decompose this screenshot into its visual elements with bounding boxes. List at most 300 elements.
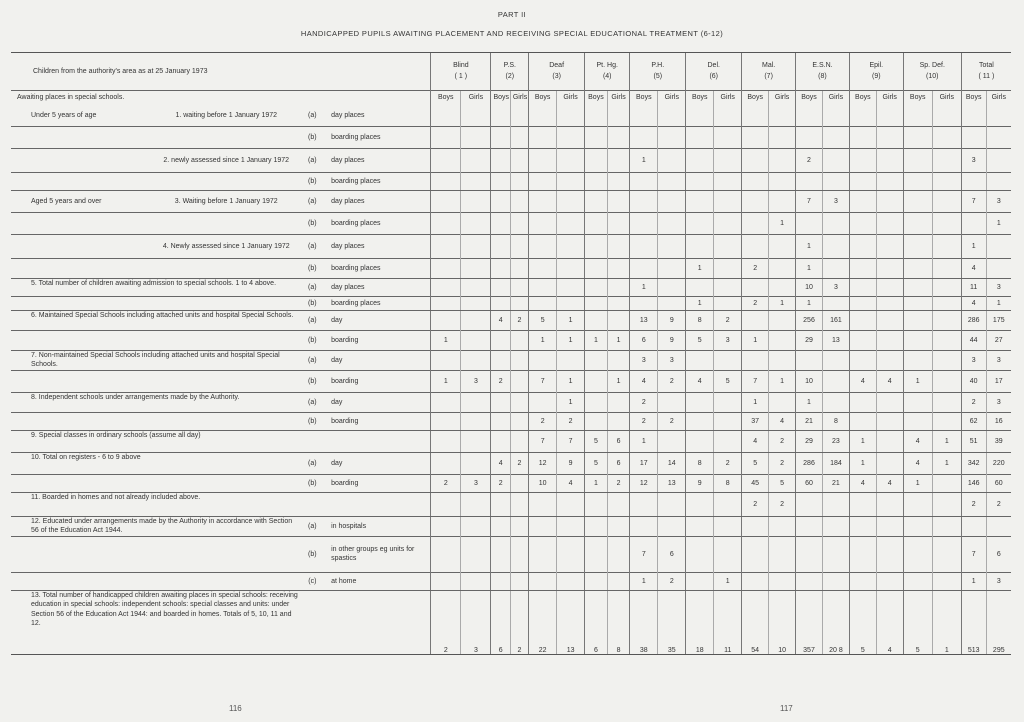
- girls-value: [822, 392, 849, 412]
- girls-value: [769, 191, 796, 213]
- girls-value: [769, 392, 796, 412]
- row-tag: (b): [302, 474, 324, 492]
- girls-value: [557, 191, 585, 213]
- category-name: Total: [979, 62, 994, 69]
- girls-value: [557, 492, 585, 516]
- boys-value: 5: [585, 452, 608, 474]
- row-description: [11, 412, 302, 430]
- girls-header: Girls: [932, 91, 961, 105]
- boys-value: [961, 213, 986, 235]
- boys-value: [849, 127, 876, 149]
- girls-value: [876, 297, 903, 311]
- girls-value: 2: [714, 452, 742, 474]
- girls-value: [510, 173, 528, 191]
- boys-value: [849, 235, 876, 259]
- boys-header: Boys: [961, 91, 986, 105]
- girls-value: [557, 297, 585, 311]
- girls-header: Girls: [822, 91, 849, 105]
- boys-value: 2: [431, 590, 461, 654]
- boys-value: [630, 191, 658, 213]
- category-header: [742, 53, 796, 91]
- boys-value: [686, 213, 714, 235]
- boys-value: [431, 259, 461, 279]
- girls-value: 1: [557, 392, 585, 412]
- row-tag: (b): [302, 297, 324, 311]
- boys-value: [585, 516, 608, 536]
- row-tag: (b): [302, 213, 324, 235]
- boys-value: [491, 105, 510, 127]
- header-row: [11, 53, 1011, 91]
- girls-value: [932, 259, 961, 279]
- girls-value: 175: [986, 311, 1011, 331]
- girls-value: 13: [557, 590, 585, 654]
- girls-value: [876, 516, 903, 536]
- girls-value: [714, 351, 742, 371]
- boys-value: [849, 149, 876, 173]
- boys-value: [686, 516, 714, 536]
- row-tag: (a): [302, 392, 324, 412]
- row-group: [11, 173, 151, 191]
- boys-value: 4: [961, 297, 986, 311]
- row-subitem: boarding places: [323, 173, 431, 191]
- girls-value: [822, 572, 849, 590]
- girls-value: [510, 259, 528, 279]
- boys-value: [903, 191, 932, 213]
- row-description: [11, 536, 302, 572]
- row-tag: (b): [302, 173, 324, 191]
- girls-value: [461, 235, 491, 259]
- table-row: [11, 351, 1011, 371]
- boys-header: Boys: [491, 91, 510, 105]
- girls-value: [876, 492, 903, 516]
- girls-value: 1: [932, 590, 961, 654]
- boys-value: [431, 492, 461, 516]
- row-subitem: day places: [323, 279, 431, 297]
- boys-value: 146: [961, 474, 986, 492]
- boys-value: 2: [491, 370, 510, 392]
- girls-value: 6: [658, 536, 686, 572]
- girls-value: [714, 259, 742, 279]
- boys-value: [585, 191, 608, 213]
- boys-value: 18: [686, 590, 714, 654]
- boys-value: [961, 127, 986, 149]
- girls-value: [658, 191, 686, 213]
- boys-value: 1: [585, 474, 608, 492]
- boys-value: 22: [529, 590, 557, 654]
- boys-value: [491, 235, 510, 259]
- girls-value: [932, 213, 961, 235]
- boys-value: [961, 105, 986, 127]
- girls-value: [932, 370, 961, 392]
- boys-header: Boys: [529, 91, 557, 105]
- girls-value: 6: [986, 536, 1011, 572]
- boys-value: [529, 516, 557, 536]
- boys-value: [903, 492, 932, 516]
- boys-value: 1: [796, 297, 823, 311]
- row-item: 1. waiting before 1 January 1972: [175, 111, 278, 119]
- boys-value: [491, 351, 510, 371]
- boys-value: 5: [686, 331, 714, 351]
- girls-value: [557, 235, 585, 259]
- boys-value: [630, 173, 658, 191]
- boys-value: [529, 173, 557, 191]
- boys-value: [491, 536, 510, 572]
- girls-value: 1: [986, 213, 1011, 235]
- girls-value: 2: [658, 412, 686, 430]
- category-name: Sp. Def.: [919, 62, 945, 69]
- row-subitem: boarding places: [323, 213, 431, 235]
- table-title: HANDICAPPED PUPILS AWAITING PLACEMENT AND RECEIVING SPECIAL EDUCATIONAL TREATMENT (6-12): [300, 29, 724, 38]
- boys-value: [903, 213, 932, 235]
- boys-value: 7: [796, 191, 823, 213]
- girls-value: 21: [822, 474, 849, 492]
- boys-value: 44: [961, 331, 986, 351]
- girls-value: [932, 474, 961, 492]
- girls-value: [510, 105, 528, 127]
- girls-value: [607, 392, 630, 412]
- category-header: [491, 53, 529, 91]
- girls-value: [607, 351, 630, 371]
- girls-value: [932, 572, 961, 590]
- boys-value: 51: [961, 430, 986, 452]
- row-description: [11, 297, 302, 311]
- girls-value: [461, 259, 491, 279]
- girls-value: [769, 331, 796, 351]
- girls-value: 161: [822, 311, 849, 331]
- row-tag: (a): [308, 111, 317, 119]
- boys-value: 4: [742, 430, 769, 452]
- boys-value: [742, 235, 769, 259]
- category-name: Blind: [453, 62, 469, 69]
- boys-value: 6: [585, 590, 608, 654]
- girls-value: 4: [557, 474, 585, 492]
- boys-value: [903, 279, 932, 297]
- boys-value: 4: [491, 452, 510, 474]
- boys-value: [742, 149, 769, 173]
- girls-value: [510, 149, 528, 173]
- boys-value: 1: [742, 331, 769, 351]
- row-subitem: day places: [331, 111, 365, 119]
- girls-value: [714, 516, 742, 536]
- boys-value: 513: [961, 590, 986, 654]
- table-row: [11, 279, 1011, 297]
- boys-value: [903, 149, 932, 173]
- girls-value: [769, 536, 796, 572]
- girls-value: [557, 105, 585, 127]
- row-item: [151, 213, 302, 235]
- boys-value: [796, 173, 823, 191]
- boys-value: 342: [961, 452, 986, 474]
- girls-value: 2: [510, 452, 528, 474]
- row-description: [11, 370, 302, 392]
- boys-value: [585, 311, 608, 331]
- girls-value: [510, 213, 528, 235]
- boys-value: [529, 259, 557, 279]
- boys-value: [686, 412, 714, 430]
- boys-value: [742, 351, 769, 371]
- girls-value: [714, 430, 742, 452]
- category-code: (2): [505, 72, 515, 80]
- girls-value: [932, 191, 961, 213]
- boys-value: [630, 297, 658, 311]
- row-description: [11, 572, 302, 590]
- girls-value: [510, 492, 528, 516]
- girls-value: [822, 105, 849, 127]
- boys-value: 3: [961, 351, 986, 371]
- girls-value: [714, 392, 742, 412]
- table-row: [11, 173, 1011, 191]
- row-subitem: day: [323, 311, 431, 331]
- boys-value: 45: [742, 474, 769, 492]
- boys-value: 62: [961, 412, 986, 430]
- row-subitem: day: [323, 392, 431, 412]
- boys-value: [491, 213, 510, 235]
- girls-value: [932, 492, 961, 516]
- boys-value: 29: [796, 331, 823, 351]
- girls-value: 2: [658, 572, 686, 590]
- boys-value: 7: [529, 370, 557, 392]
- row-tag: (a): [302, 149, 324, 173]
- girls-value: 4: [876, 370, 903, 392]
- row-tag: (a): [302, 351, 324, 371]
- boys-value: 5: [849, 590, 876, 654]
- category-header: [686, 53, 742, 91]
- boys-value: [686, 430, 714, 452]
- table-row: [11, 430, 1011, 452]
- girls-value: [557, 173, 585, 191]
- boys-value: 7: [961, 536, 986, 572]
- boys-value: [849, 516, 876, 536]
- boys-value: 2: [491, 474, 510, 492]
- boys-value: [849, 173, 876, 191]
- row-group: Under 5 years of age: [31, 111, 97, 119]
- girls-value: [607, 297, 630, 311]
- boys-value: [431, 279, 461, 297]
- girls-value: [607, 492, 630, 516]
- girls-value: 20 8: [822, 590, 849, 654]
- girls-value: [461, 392, 491, 412]
- girls-value: [607, 259, 630, 279]
- table-row: [11, 191, 1011, 213]
- boys-value: [742, 173, 769, 191]
- category-header: [796, 53, 850, 91]
- girls-value: 1: [557, 370, 585, 392]
- boys-value: [491, 572, 510, 590]
- girls-value: [510, 331, 528, 351]
- row-description: 6. Maintained Special Schools including attached units and hospital Special Schools.: [11, 311, 302, 331]
- girls-value: [607, 105, 630, 127]
- row-subitem: day places: [323, 235, 431, 259]
- boys-value: 1: [630, 572, 658, 590]
- category-code: (9): [872, 72, 881, 80]
- category-header: [961, 53, 1011, 91]
- girls-value: [822, 235, 849, 259]
- girls-value: [461, 572, 491, 590]
- row-item: [151, 259, 302, 279]
- girls-value: [714, 173, 742, 191]
- girls-value: [876, 279, 903, 297]
- girls-value: 23: [822, 430, 849, 452]
- girls-header: Girls: [876, 91, 903, 105]
- girls-value: 3: [986, 191, 1011, 213]
- girls-value: 11: [714, 590, 742, 654]
- girls-value: [607, 279, 630, 297]
- boys-value: [585, 412, 608, 430]
- boys-value: [796, 516, 823, 536]
- table-row: [11, 536, 1011, 572]
- girls-value: [769, 235, 796, 259]
- row-description: 5. Total number of children awaiting admission to special schools. 1 to 4 above.: [11, 279, 302, 297]
- boys-value: [742, 536, 769, 572]
- boys-value: [585, 259, 608, 279]
- boys-value: [742, 516, 769, 536]
- girls-value: [510, 370, 528, 392]
- girls-value: 5: [714, 370, 742, 392]
- boys-value: [585, 492, 608, 516]
- boys-value: [491, 430, 510, 452]
- girls-value: 2: [769, 430, 796, 452]
- girls-value: [658, 516, 686, 536]
- boys-value: 40: [961, 370, 986, 392]
- girls-value: [557, 572, 585, 590]
- boys-value: 1: [686, 297, 714, 311]
- girls-value: [876, 412, 903, 430]
- girls-value: 2: [510, 311, 528, 331]
- boys-value: [686, 173, 714, 191]
- row-description: 12. Educated under arrangements made by the Authority in accordance with Section 56 of the Education Act 1944.: [11, 516, 302, 536]
- boys-value: 1: [961, 572, 986, 590]
- girls-value: 14: [658, 452, 686, 474]
- category-name: Deaf: [549, 62, 565, 69]
- boys-value: 29: [796, 430, 823, 452]
- girls-value: [822, 259, 849, 279]
- girls-value: [461, 127, 491, 149]
- girls-value: [876, 105, 903, 127]
- girls-value: [510, 536, 528, 572]
- category-header: [585, 53, 630, 91]
- boys-value: [491, 492, 510, 516]
- boys-value: [849, 311, 876, 331]
- boys-value: 4: [903, 452, 932, 474]
- boys-value: [491, 173, 510, 191]
- boys-value: 1: [585, 331, 608, 351]
- girls-value: 3: [986, 392, 1011, 412]
- boys-value: 2: [961, 492, 986, 516]
- boys-value: [849, 392, 876, 412]
- boys-value: 4: [903, 430, 932, 452]
- girls-value: [986, 516, 1011, 536]
- girls-value: 6: [607, 452, 630, 474]
- boys-value: 2: [742, 259, 769, 279]
- row-tag: [302, 590, 324, 654]
- girls-value: [822, 492, 849, 516]
- boys-value: [849, 351, 876, 371]
- girls-value: [822, 127, 849, 149]
- boys-value: 1: [903, 474, 932, 492]
- table-row: [11, 311, 1011, 331]
- girls-value: [714, 213, 742, 235]
- row-subitem: boarding: [323, 370, 431, 392]
- boys-value: [849, 279, 876, 297]
- girls-value: 2: [714, 311, 742, 331]
- table-row: [11, 392, 1011, 412]
- girls-value: 8: [822, 412, 849, 430]
- girls-value: [714, 536, 742, 572]
- girls-value: [876, 173, 903, 191]
- row-subitem: in hospitals: [323, 516, 431, 536]
- boys-value: [431, 311, 461, 331]
- category-header: [849, 53, 903, 91]
- boys-value: [796, 351, 823, 371]
- boys-value: 2: [529, 412, 557, 430]
- girls-value: [510, 430, 528, 452]
- girls-value: [986, 259, 1011, 279]
- boys-value: [585, 392, 608, 412]
- boys-header: Boys: [431, 91, 461, 105]
- boys-value: 286: [796, 452, 823, 474]
- boys-value: [431, 127, 461, 149]
- girls-value: [607, 536, 630, 572]
- girls-value: [822, 516, 849, 536]
- boys-value: [585, 370, 608, 392]
- boys-value: [431, 392, 461, 412]
- boys-value: [903, 311, 932, 331]
- boys-value: [585, 127, 608, 149]
- girls-value: [876, 392, 903, 412]
- boys-value: 2: [431, 474, 461, 492]
- girls-value: [769, 516, 796, 536]
- category-code: (8): [818, 72, 827, 80]
- boys-header: Boys: [742, 91, 769, 105]
- girls-value: 17: [986, 370, 1011, 392]
- girls-header: Girls: [769, 91, 796, 105]
- girls-value: [932, 235, 961, 259]
- girls-value: [461, 412, 491, 430]
- girls-value: 1: [557, 331, 585, 351]
- girls-value: [557, 516, 585, 536]
- girls-value: [510, 516, 528, 536]
- row-tag: (a): [302, 191, 324, 213]
- girls-value: 3: [461, 590, 491, 654]
- boys-value: 4: [630, 370, 658, 392]
- category-code: (7): [764, 72, 773, 80]
- category-code: ( 11 ): [978, 72, 995, 80]
- girls-value: 9: [658, 331, 686, 351]
- girls-value: 4: [769, 412, 796, 430]
- boys-value: [491, 259, 510, 279]
- girls-value: [876, 536, 903, 572]
- girls-value: 4: [876, 590, 903, 654]
- row-group: [11, 235, 151, 259]
- girls-value: [658, 279, 686, 297]
- girls-value: [822, 149, 849, 173]
- boys-value: [686, 149, 714, 173]
- girls-value: [769, 279, 796, 297]
- girls-value: [557, 149, 585, 173]
- girls-value: [932, 331, 961, 351]
- girls-value: [932, 279, 961, 297]
- girls-value: 35: [658, 590, 686, 654]
- boys-value: [903, 297, 932, 311]
- girls-value: 9: [557, 452, 585, 474]
- boys-value: 1: [686, 259, 714, 279]
- girls-value: 184: [822, 452, 849, 474]
- girls-value: [461, 105, 491, 127]
- girls-value: 3: [822, 191, 849, 213]
- row-title: Children from the authority's area as at 25 January 1973: [11, 53, 431, 91]
- boys-value: 2: [630, 392, 658, 412]
- girls-value: [658, 492, 686, 516]
